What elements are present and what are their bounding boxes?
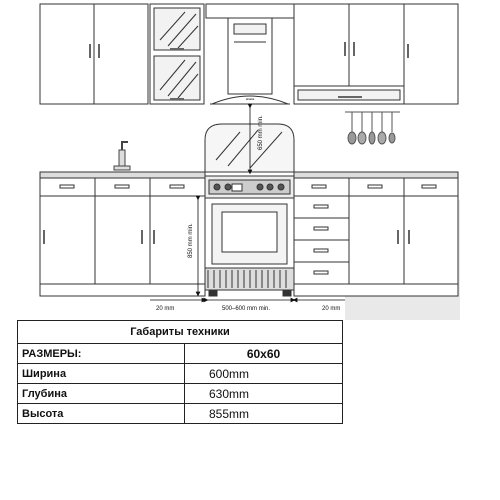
utensils-rail: [345, 112, 400, 144]
hood-brand: alitalia: [245, 97, 255, 101]
stove: [205, 176, 294, 296]
spec-title: Габариты техники: [18, 321, 343, 344]
stove-width-label: 500–600 mm min.: [222, 306, 271, 312]
depth-value: 630mm: [185, 384, 343, 404]
height-dim-label: 850 mm min.: [188, 223, 194, 258]
left-gap-label: 20 mm: [156, 306, 175, 312]
height-value: 855mm: [185, 404, 343, 424]
right-gap-label: 20 mm: [322, 306, 341, 312]
spec-row-depth: [18, 384, 343, 404]
spec-row-height: [18, 404, 343, 424]
spec-size-row: [18, 344, 343, 364]
spec-title-row: [18, 321, 343, 344]
width-value: 600mm: [185, 364, 343, 384]
backsplash-glass: [205, 124, 294, 172]
glass-cabinet: [150, 4, 204, 104]
width-label: Ширина: [18, 364, 185, 384]
range-hood: [206, 4, 294, 104]
size-label: РАЗМЕРЫ:: [18, 344, 185, 364]
faucet: [114, 142, 130, 170]
upper-cabinets-right: [294, 4, 458, 104]
base-cabinets-right: [294, 178, 458, 296]
depth-label: Глубина: [18, 384, 185, 404]
hood-gap-label: 650 mm min.: [258, 115, 264, 150]
spec-table: [17, 320, 343, 424]
spec-row-width: [18, 364, 343, 384]
base-cabinets-left: [40, 178, 205, 296]
upper-cabinets-left: [40, 4, 148, 104]
size-value: 60х60: [185, 344, 343, 364]
height-label: Высота: [18, 404, 185, 424]
